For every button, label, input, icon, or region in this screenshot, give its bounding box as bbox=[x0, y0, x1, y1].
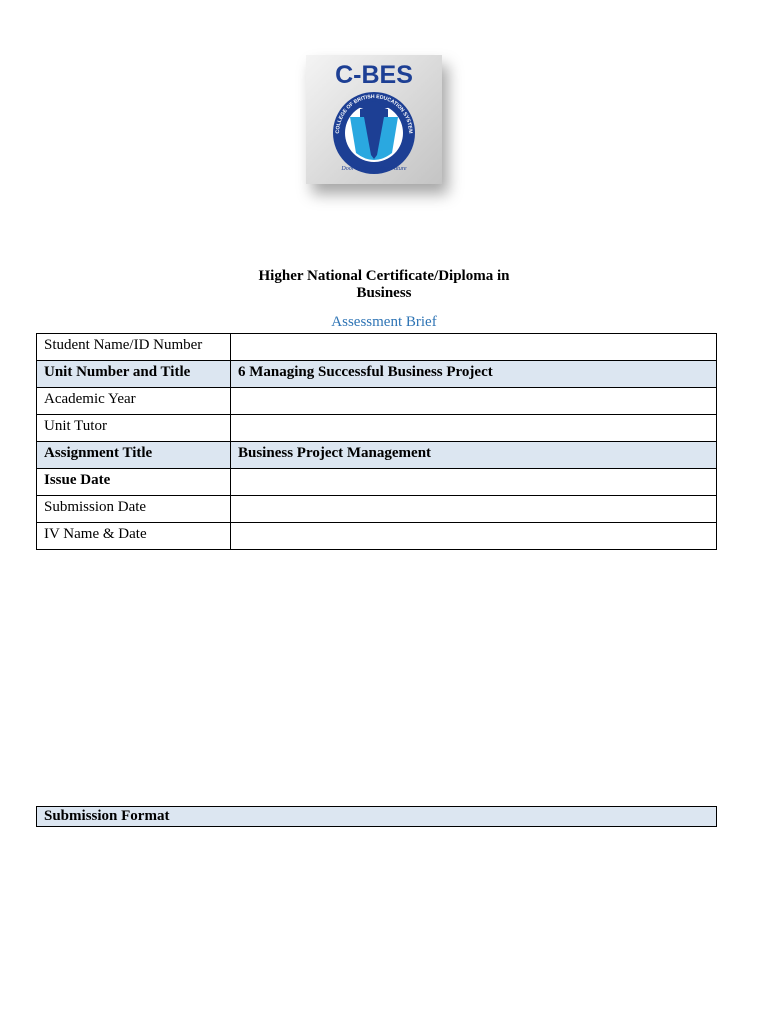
document-title bbox=[0, 268, 768, 302]
row-value bbox=[231, 388, 717, 415]
college-logo bbox=[306, 55, 442, 184]
row-value bbox=[231, 496, 717, 523]
row-label: Issue Date bbox=[37, 469, 231, 496]
submission-format-heading: Submission Format bbox=[36, 806, 717, 827]
row-value bbox=[231, 334, 717, 361]
row-label: Unit Number and Title bbox=[37, 361, 231, 388]
table-row bbox=[37, 388, 717, 415]
row-label: Student Name/ID Number bbox=[37, 334, 231, 361]
title-line-1: Higher National Certificate/Diploma in bbox=[258, 268, 510, 284]
row-label: IV Name & Date bbox=[37, 523, 231, 550]
row-label: Academic Year bbox=[37, 388, 231, 415]
assessment-details-table bbox=[36, 333, 717, 550]
row-value bbox=[231, 523, 717, 550]
logo-text: C-BES bbox=[335, 61, 413, 89]
table-row bbox=[37, 415, 717, 442]
assessment-brief-subtitle: Assessment Brief bbox=[331, 314, 437, 330]
row-value bbox=[231, 415, 717, 442]
row-label: Unit Tutor bbox=[37, 415, 231, 442]
row-value: 6 Managing Successful Business Project bbox=[231, 361, 717, 388]
title-line-2: Business bbox=[356, 285, 412, 301]
row-label: Assignment Title bbox=[37, 442, 231, 469]
table-row bbox=[37, 442, 717, 469]
table-row bbox=[37, 496, 717, 523]
table-row bbox=[37, 361, 717, 388]
row-label: Submission Date bbox=[37, 496, 231, 523]
logo-ring-text: COLLEGE OF BRITISH EDUCATION SYSTEM bbox=[334, 93, 414, 134]
table-row bbox=[37, 334, 717, 361]
college-logo-graphic bbox=[306, 55, 442, 184]
table-row bbox=[37, 469, 717, 496]
logo-tagline: Door to Your Better Future bbox=[341, 166, 407, 172]
row-value: Business Project Management bbox=[231, 442, 717, 469]
table-row bbox=[37, 523, 717, 550]
row-value bbox=[231, 469, 717, 496]
